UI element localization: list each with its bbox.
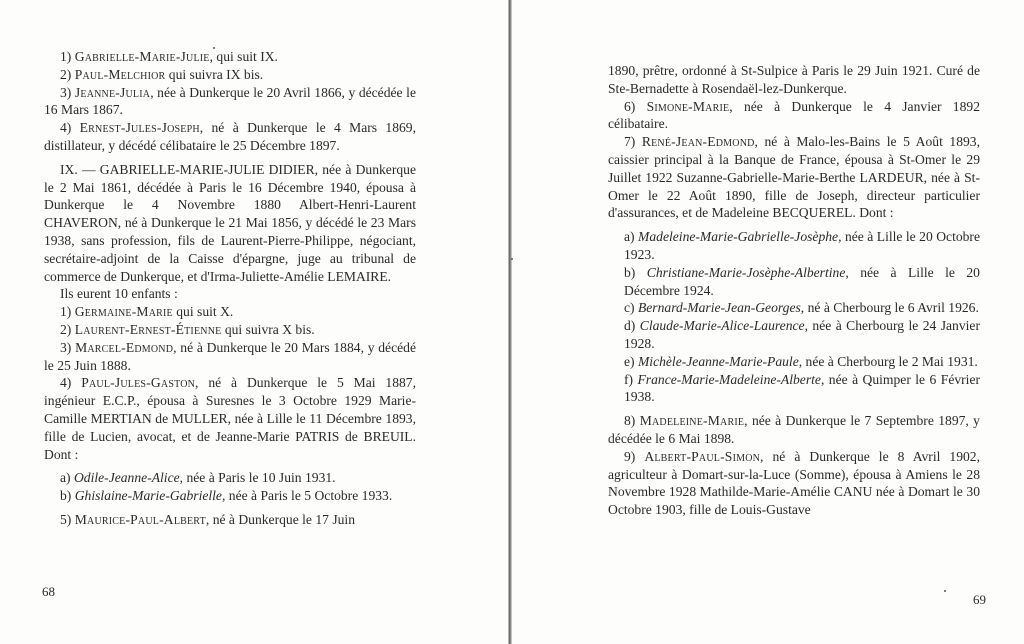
text-run: , née à Lille le 20 Décembre 1924. — [624, 264, 980, 298]
right-child-entry — [608, 228, 980, 264]
person-name: Gabrielle-Marie-Julie — [74, 49, 210, 64]
person-name: Germaine-Marie — [74, 304, 173, 320]
text-run: , qui suit IX. — [209, 49, 278, 64]
left-paragraph — [44, 48, 416, 66]
text-run: f) — [624, 371, 638, 387]
text-run: 4) — [60, 120, 80, 136]
text-run: 8) — [624, 413, 640, 429]
person-name: Madeleine-Marie — [639, 413, 745, 429]
left-paragraph — [44, 285, 416, 303]
right-child-entry — [608, 299, 980, 317]
text-run: , née à Paris le 10 Juin 1931. — [179, 470, 336, 486]
child-name: Madeleine-Marie-Gabrielle-Josèphe — [638, 229, 839, 245]
left-paragraph — [44, 119, 416, 155]
left-paragraph-section-ix — [44, 161, 416, 286]
text-run: , née à Lille le 20 Octobre 1923. — [624, 229, 980, 262]
text-run: , né à Dunkerque le 17 Juin — [205, 511, 356, 527]
child-name: Michèle-Jeanne-Marie-Paule — [637, 353, 799, 369]
right-text-column — [608, 62, 980, 519]
text-run: 5) — [60, 511, 75, 527]
text-run: a) — [60, 470, 74, 486]
right-paragraph — [608, 62, 980, 98]
text-run: , née à Dunkerque le 4 Janvier 1892 célibataire. — [608, 98, 980, 132]
child-name: Ghislaine-Marie-Gabrielle — [74, 488, 222, 504]
text-run: Ils eurent 10 enfants : — [60, 286, 178, 302]
text-run: 1) — [60, 49, 75, 64]
scan-speck — [944, 590, 946, 592]
text-run: 1) — [60, 304, 75, 320]
left-child-entry — [44, 469, 416, 487]
person-name: Maurice-Paul-Albert — [74, 511, 206, 527]
child-name: France-Marie-Madeleine-Alberte — [637, 371, 821, 387]
text-run: IX. — GABRIELLE-MARIE-JULIE DIDIER, née à Dunkerque le 2 Mai 1861, décédée à Paris le 16 Décembre 1940, épousa à Dunkerque le 4 Novembre 1880 Albert-Henri-Laurent CHAVERON, né à Dunkerque le 21 Mai 1856, y décédé le 23 Mars 1938, sans profession, fils de Laurent-Pierre-Philippe, négociant, secrétaire-adjoint de la Caisse d'épargne, juge au tribunal de commerce de Dunkerque, et d'Irma-Juliette-Amélie LEMAIRE. — [44, 161, 416, 284]
left-paragraph — [44, 339, 416, 375]
text-run: b) — [624, 264, 647, 280]
person-name: Paul-Melchior — [74, 66, 166, 82]
text-run: , née à Cherbourg le 2 Mai 1931. — [798, 353, 978, 369]
person-name: Paul-Jules-Gaston — [81, 375, 196, 391]
text-run: , née à Quimper le 6 Février 1938. — [624, 371, 981, 405]
left-paragraph — [44, 374, 416, 463]
left-text-column — [44, 48, 416, 529]
left-paragraph — [44, 303, 416, 321]
right-paragraph — [608, 133, 980, 222]
text-run: , né à Dunkerque le 4 Mars 1869, distillateur, y décédé célibataire le 25 Décembre 1897. — [44, 120, 416, 153]
text-run: qui suivra IX bis. — [165, 66, 264, 82]
person-name: Jeanne-Julia — [74, 84, 151, 100]
child-name: Claude-Marie-Alice-Laurence — [639, 318, 805, 334]
text-run: c) — [624, 300, 638, 316]
person-name: René-Jean-Edmond — [641, 134, 755, 150]
scan-speck — [511, 258, 513, 260]
person-name: Ernest-Jules-Joseph — [79, 120, 200, 136]
text-run: , née à Cherbourg le 24 Janvier 1928. — [624, 318, 980, 351]
text-run: , né à Cherbourg le 6 Avril 1926. — [800, 300, 979, 316]
left-paragraph — [44, 84, 416, 120]
child-name: Bernard-Marie-Jean-Georges — [637, 300, 801, 316]
text-run: 9) — [624, 448, 645, 464]
text-run: 2) — [60, 66, 75, 82]
scan-speck — [213, 47, 215, 49]
left-paragraph — [44, 66, 416, 84]
person-name: Simone-Marie — [646, 98, 730, 114]
text-run: , né à Dunkerque le 20 Mars 1884, y décédé le 25 Juin 1888. — [44, 339, 416, 373]
text-run: 6) — [624, 98, 647, 114]
text-run: b) — [60, 488, 75, 504]
text-run: 3) — [60, 339, 76, 355]
text-run: , né à Malo-les-Bains le 5 Août 1893, caissier principal à la Banque de France, épousa à St-Omer le 29 Juillet 1922 Suzanne-Gabrielle-Marie-Berthe LARDEUR, née à St-Omer le 22 Août 1890, fille de Joseph, directeur particulier d'assurances, et de Madeleine BECQUEREL. Dont : — [608, 134, 980, 221]
text-run: 2) — [60, 321, 75, 337]
text-run: 4) — [60, 375, 82, 391]
text-run: 3) — [60, 84, 75, 100]
text-run: a) — [624, 229, 639, 245]
left-paragraph — [44, 321, 416, 339]
right-page-number: 69 — [973, 592, 986, 607]
text-run: e) — [624, 353, 638, 369]
left-paragraph — [44, 511, 416, 529]
right-child-entry — [608, 264, 980, 300]
text-run: 7) — [624, 134, 642, 150]
left-page — [0, 0, 508, 644]
text-run: , née à Dunkerque le 20 Avril 1866, y décédée le 16 Mars 1867. — [44, 84, 416, 118]
text-run: d) — [624, 318, 640, 334]
text-run: , née à Paris le 5 Octobre 1933. — [221, 488, 393, 504]
right-paragraph — [608, 98, 980, 134]
left-page-number: 68 — [42, 584, 55, 599]
right-paragraph — [608, 412, 980, 448]
text-run: , né à Dunkerque le 8 Avril 1902, agriculteur à Domart-sur-la-Luce (Somme), épousa à Amiens le 28 Novembre 1928 Mathilde-Marie-Amélie CANU née à Domart le 30 Octobre 1903, fille de Louis-Gustave — [608, 448, 980, 518]
right-child-entry — [608, 371, 980, 407]
right-paragraph — [608, 448, 980, 519]
child-name: Christiane-Marie-Josèphe-Albertine — [646, 264, 846, 280]
text-run: , né à Dunkerque le 5 Mai 1887, ingénieur E.C.P., épousa à Suresnes le 3 Octobre 1929 Marie-Camille MERTIAN de MULLER, née à Lille le 11 Décembre 1893, fille de Lucien, avocat, et de Jeanne-Marie PATRIS de BREUIL. Dont : — [44, 375, 416, 462]
left-child-entry — [44, 487, 416, 505]
text-run: qui suit X. — [172, 304, 234, 320]
person-name: Marcel-Edmond — [75, 339, 174, 355]
text-run: 1890, prêtre, ordonné à St-Sulpice à Paris le 29 Juin 1921. Curé de Ste-Bernadette à Rosendaël-lez-Dunkerque. — [608, 63, 980, 96]
text-run: , née à Dunkerque le 7 Septembre 1897, y décédée le 6 Mai 1898. — [608, 413, 980, 446]
right-child-entry — [608, 317, 980, 353]
right-page — [512, 0, 1024, 644]
child-name: Odile-Jeanne-Alice — [73, 470, 180, 486]
right-child-entry — [608, 353, 980, 371]
text-run: qui suivra X bis. — [221, 321, 315, 337]
person-name: Albert-Paul-Simon — [644, 448, 761, 464]
person-name: Laurent-Ernest-Étienne — [74, 321, 222, 337]
